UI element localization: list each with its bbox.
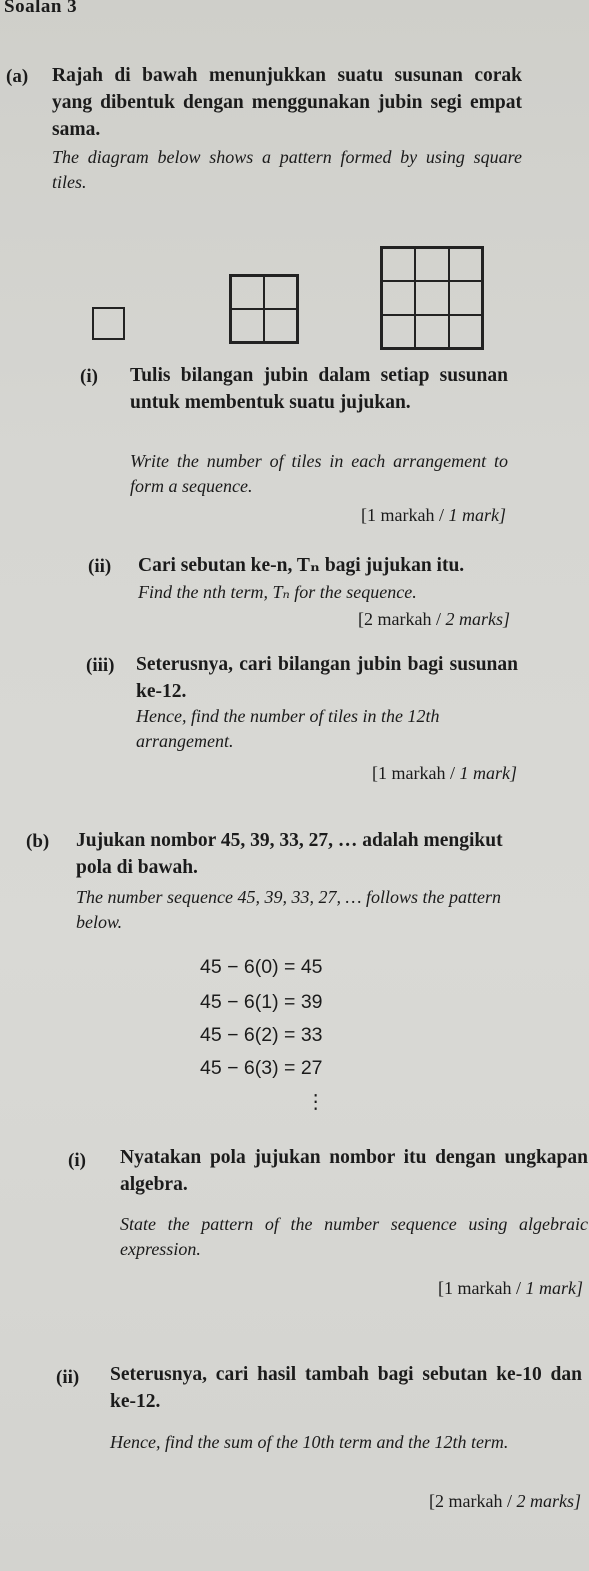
part-a-english-text: The diagram below shows a pattern formed by using square tiles. xyxy=(52,147,522,192)
question-heading: Soalan 3 xyxy=(4,0,78,17)
marks-malay: [2 markah / xyxy=(358,609,446,629)
part-a-q3-english: Hence, find the number of tiles in the 12th arrangement. xyxy=(136,706,440,751)
part-a-q3-label: (iii) xyxy=(86,655,115,676)
part-b-q1-malay: Nyatakan pola jujukan nombor itu dengan ungkapan algebra. xyxy=(120,1147,588,1195)
part-b-q2-malay: Seterusnya, cari hasil tambah bagi sebutan ke-10 dan ke-12. xyxy=(110,1364,582,1412)
vertical-ellipsis: ⋮ xyxy=(306,1091,326,1113)
marks-malay: [1 markah / xyxy=(372,763,460,783)
marks-english: 1 mark] xyxy=(459,763,517,783)
part-a-q1-label: (i) xyxy=(80,366,98,387)
pattern-equation-4: 45 − 6(3) = 27 xyxy=(200,1057,323,1079)
part-a-label: (a) xyxy=(6,66,29,87)
square-tile xyxy=(382,315,415,348)
square-tile xyxy=(231,309,264,342)
part-a-q1-english: Write the number of tiles in each arrangement to form a sequence. xyxy=(130,451,508,496)
part-a-q2-english: Find the nth term, Tₙ for the sequence. xyxy=(138,582,417,602)
part-a-q2-malay: Cari sebutan ke-n, Tₙ bagi jujukan itu. xyxy=(138,555,465,576)
square-tile xyxy=(415,281,448,314)
part-b-q1-label: (i) xyxy=(68,1150,86,1171)
marks-english: 2 marks] xyxy=(445,609,510,629)
pattern-equation-1: 45 − 6(0) = 45 xyxy=(200,956,323,978)
part-a-q2-label: (ii) xyxy=(88,556,112,577)
pattern-equation-3: 45 − 6(2) = 33 xyxy=(200,1024,323,1046)
part-b-q2-label: (ii) xyxy=(56,1367,80,1388)
square-tile xyxy=(415,315,448,348)
square-tile xyxy=(449,248,482,281)
part-a-q1-malay: Tulis bilangan jubin dalam setiap susunan untuk membentuk suatu jujukan. xyxy=(130,365,508,413)
part-a-q3-malay: Seterusnya, cari bilangan jubin bagi susunan ke-12. xyxy=(136,654,518,702)
pattern-equation-2: 45 − 6(1) = 39 xyxy=(200,991,323,1013)
part-b-q1-english: State the pattern of the number sequence using algebraic expression. xyxy=(120,1214,588,1259)
part-a-q3-marks xyxy=(372,763,517,784)
part-a-q1-marks xyxy=(361,505,506,526)
square-tile xyxy=(449,281,482,314)
part-b-label: (b) xyxy=(26,831,50,852)
tile-pattern-2 xyxy=(229,274,299,344)
part-b-q2-marks xyxy=(429,1491,581,1512)
square-tile xyxy=(382,248,415,281)
square-tile xyxy=(382,281,415,314)
part-a-q2-marks xyxy=(358,609,510,630)
marks-malay: [2 markah / xyxy=(429,1491,517,1511)
part-b-malay-text: Jujukan nombor 45, 39, 33, 27, … adalah mengikut pola di bawah. xyxy=(76,830,503,878)
square-tile xyxy=(231,276,264,309)
part-b-q1-marks xyxy=(438,1278,583,1299)
square-tile xyxy=(264,276,297,309)
tile-pattern-1 xyxy=(92,307,125,345)
part-b-english-text: The number sequence 45, 39, 33, 27, … follows the pattern below. xyxy=(76,887,501,932)
part-b-q2-english: Hence, find the sum of the 10th term and the 12th term. xyxy=(110,1432,509,1452)
marks-english: 1 mark] xyxy=(448,505,506,525)
square-tile xyxy=(264,309,297,342)
square-tile xyxy=(415,248,448,281)
marks-malay: [1 markah / xyxy=(438,1278,526,1298)
part-a-malay-text: Rajah di bawah menunjukkan suatu susunan corak yang dibentuk dengan menggunakan jubin segi empat sama. xyxy=(52,65,522,140)
marks-malay: [1 markah / xyxy=(361,505,449,525)
tile-pattern-3 xyxy=(380,246,484,350)
square-tile xyxy=(449,315,482,348)
square-tile xyxy=(92,307,125,340)
marks-english: 2 marks] xyxy=(516,1491,581,1511)
marks-english: 1 mark] xyxy=(525,1278,583,1298)
